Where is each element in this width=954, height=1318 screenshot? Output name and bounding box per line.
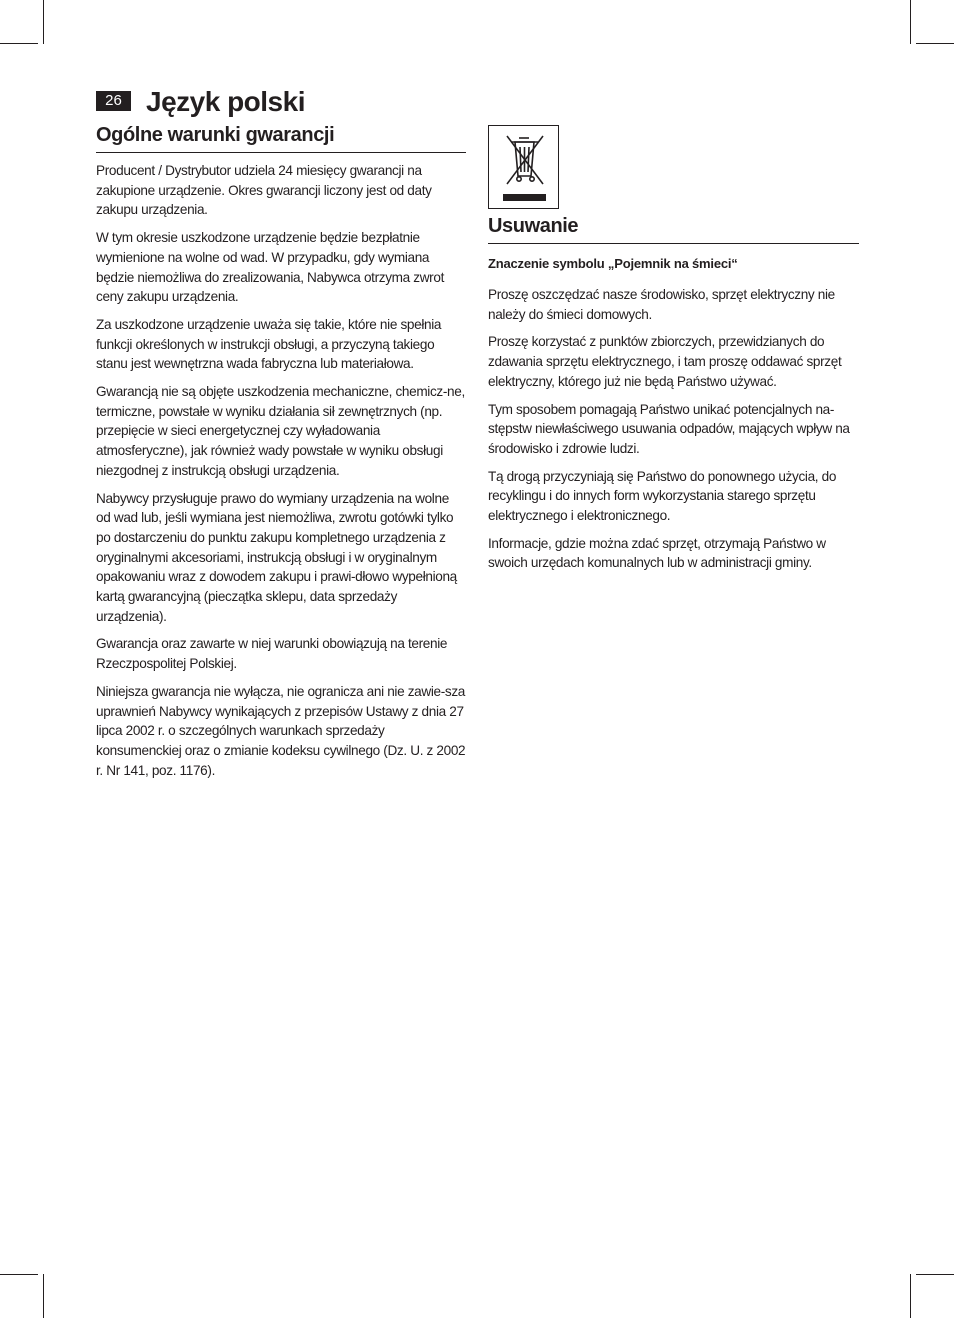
warranty-heading: Ogólne warunki gwarancji — [96, 122, 466, 153]
disposal-paragraph: Proszę oszczędzać nasze środowisko, sprzęt elektryczny nie należy do śmieci domowych. — [488, 287, 835, 322]
warranty-paragraph: Nabywcy przysługuje prawo do wymiany urządzenia na wolne od wad lub, jeśli wymiana jest niemożliwa, zwrotu gotówki tylko po dostarczeniu do punktu zakupu kompletnego urządzenia z oryginalnymi akcesoriami, instrukcją obsługi i w oryginalnym opakowaniu wraz z dowodem zakupu i prawi-dłowo wypełnioną kartą gwarancyjną (pieczątka sklepu, data sprzedaży urządzenia). — [96, 490, 457, 624]
weee-crossed-bin-icon — [488, 125, 559, 209]
crop-mark — [43, 1274, 44, 1318]
warranty-paragraph: Gwarancją nie są objęte uszkodzenia mechaniczne, chemicz-ne, termiczne, powstałe w wyniku działania sił zewnętrznych (np. przepięcie w sieci energetycznej czy wyładowania atmosferyczne), jak również wady powstałe w wyniku obsługi niezgodnej z instrukcją obsługi urządzenia. — [96, 384, 465, 478]
warranty-section — [96, 122, 466, 788]
page-title: Język polski — [146, 86, 305, 117]
warranty-paragraph: Producent / Dystrybutor udziela 24 miesięcy gwarancji na zakupione urządzenie. Okres gwarancji liczony jest od daty zakupu urządzenia. — [96, 163, 432, 218]
crop-mark — [916, 1274, 954, 1275]
warranty-paragraph: Za uszkodzone urządzenie uważa się takie, które nie spełnia funkcji określonych w instrukcji obsługi, a przyczyną takiego stanu jest wewnętrzna wada fabryczna lub materiałowa. — [96, 316, 442, 372]
disposal-paragraph: Proszę korzystać z punktów zbiorczych, przewidzianych do zdawania sprzętu elektrycznego, i tam proszę oddawać sprzęt elektryczny, którego już nie będą Państwo używać. — [488, 334, 842, 389]
crop-mark — [910, 0, 911, 44]
disposal-subheading: Znaczenie symbolu „Pojemnik na śmieci“ — [488, 256, 738, 271]
warranty-paragraph: Niniejsza gwarancja nie wyłącza, nie ogranicza ani nie zawie-sza uprawnień Nabywcy wynikających z przepisów Ustawy z dnia 27 lipca 2002 r. o szczególnych warunkach sprzedaży konsumenckiej oraz o zmianie kodeksu cywilnego (Dz. U. z 2002 r. Nr 141, poz. 1176). — [96, 683, 466, 778]
disposal-paragraph: Tym sposobem pomagają Państwo unikać potencjalnych na-stępstw niewłaściwego usuwania odpadów, mających wpływ na środowisko i zdrowie ludzi. — [488, 401, 850, 456]
crop-mark — [0, 1274, 38, 1275]
warranty-paragraph: Gwarancja oraz zawarte w niej warunki obowiązują na terenie Rzeczpospolitej Polskiej. — [96, 636, 448, 672]
crop-mark — [916, 43, 954, 44]
disposal-paragraph: Informacje, gdzie można zdać sprzęt, otrzymają Państwo w swoich urzędach komunalnych lub w administracji gminy. — [488, 535, 826, 571]
disposal-paragraph: Tą drogą przyczyniają się Państwo do ponownego użycia, do recyklingu i do innych form wykorzystania starego sprzętu elektrycznego i elektronicznego. — [488, 468, 837, 524]
crop-mark — [43, 0, 44, 44]
crop-mark — [910, 1274, 911, 1318]
warranty-paragraph: W tym okresie uszkodzone urządzenie będzie bezpłatnie wymienione na wolne od wad. W przypadku, gdy wymiana będzie niemożliwa do zrealizowania, Nabywca otrzyma zwrot ceny zakupu urządzenia. — [96, 230, 444, 305]
disposal-section — [488, 125, 859, 581]
page-number: 26 — [96, 91, 131, 111]
disposal-heading: Usuwanie — [488, 213, 859, 244]
crop-mark — [0, 43, 38, 44]
